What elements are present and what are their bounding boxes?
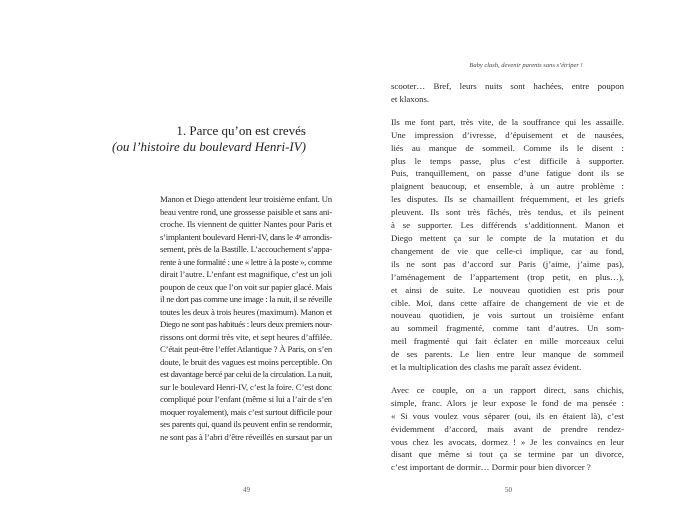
text-line: Diego ne sont pas habitués : leurs deux premiers nour-	[160, 319, 332, 329]
text-line: meil fragmenté qui fait éclater en mille morceaux celui	[391, 336, 624, 347]
text-line: poupon de ceux que l’on voit sur papier glacé. Mais	[160, 281, 332, 292]
page-number: 50	[505, 486, 512, 494]
paragraph	[391, 80, 624, 106]
text-line: il ne dort pas comme une image : la nuit, il se réveille	[160, 294, 332, 304]
text-line: C’était peut-être l’effet Atlantique ? À Paris, on s’en	[160, 344, 332, 354]
text-line: rente à une formalité : une « lettre à la poste », comme	[160, 256, 332, 267]
text-line: au sommeil fragmenté, comme tant d’autres. Un som-	[391, 323, 624, 334]
text-line: liés au manque de sommeil. Comme ils le disent :	[391, 142, 624, 153]
text-line: et la multiplication des clashs me paraît assez évident.	[391, 362, 582, 373]
text-line: sement, près de la Bastille. L’accouchement s’appa-	[160, 244, 332, 254]
text-line: ses parents qui, quand ils peuvent enfin se rendormir,	[160, 419, 332, 429]
text-line: Puis, tranquillement, on passe d’une fatigue dont ils se	[391, 168, 624, 179]
text-line: les disputes. Ils se chamaillent fréquemment, et les griefs	[391, 194, 624, 205]
text-line: simple, franc. Alors je leur expose le fond de ma pensée :	[391, 397, 624, 408]
text-line: moquer royalement), mais c’est surtout difficile pour	[160, 406, 332, 417]
body-text	[160, 193, 332, 443]
text-line: c’est important de dormir… Dormir pour bien divorcer ?	[391, 462, 591, 473]
text-line: changement de vie que celle-ci implique, car au fond,	[391, 245, 624, 256]
text-line: scooter… Bref, leurs nuits sont hachées, entre poupon	[391, 81, 624, 91]
text-line: est davantage bercé par celui de la circulation. La nuit,	[160, 369, 332, 379]
text-line: sur le boulevard Henri-IV, c’est la foire. C’est donc	[160, 381, 332, 392]
text-line: toutes les deux à trois heures (maximum). Manon et	[160, 306, 332, 317]
text-line: et ainsi de suite. Le nouveau quotidien est pris pour	[391, 284, 624, 295]
text-line: nouveau quotidien, je vois surtout un troisième enfant	[391, 310, 624, 321]
chapter-title: 1. Parce qu’on est crevés	[176, 123, 306, 138]
body-text	[391, 80, 624, 484]
paragraph	[391, 384, 624, 474]
text-line: plus le temps passe, plus c’est difficile à supporter.	[391, 155, 624, 166]
text-line: doute, le bruit des vagues est moins perceptible. On	[160, 356, 332, 367]
chapter-subtitle: (ou l’histoire du boulevard Henri-IV)	[112, 139, 306, 154]
running-header: Baby clash, devenir parents sans s’étriper !	[469, 62, 583, 69]
text-line: pleuvent. Ils sont très fâchés, très tendus, et ils peinent	[391, 207, 624, 218]
page-number: 49	[243, 486, 250, 494]
text-line: ne sont pas à l’abri d’être réveillés en sursaut par un	[160, 431, 332, 442]
text-line: compliqué pour l’enfant (même si lui a l’air de s’en	[160, 394, 332, 404]
text-line: rissons ont dormi très vite, et sept heures d’affilée.	[160, 331, 332, 342]
text-line: disant que même si tout ça se termine par un divorce,	[391, 449, 624, 460]
text-line: vous chez les avocats, dormez ! » Je les convaincs en leur	[391, 436, 624, 447]
text-line: dirait l’autre. L’enfant est magnifique, c’est un joli	[160, 269, 332, 279]
text-line: s’implantent boulevard Henri-IV, dans le 4ᵉ arrondis-	[160, 231, 332, 242]
text-line: évidemment d’accord, mais avant de prendre rendez-	[391, 423, 624, 434]
text-line: l’aménagement de l’appartement (trop petit, en plus…),	[391, 271, 624, 282]
text-line: Manon et Diego attendent leur troisième enfant. Un	[160, 194, 332, 204]
text-line: Une impression d’ivresse, d’épuisement et de nausées,	[391, 129, 624, 140]
text-line: de ses parents. Le lien entre leur manque de sommeil	[391, 349, 624, 360]
text-line: Ils me font part, très vite, de la souffrance qui les assaille.	[391, 116, 624, 127]
text-line: à se supporter. Les différends s’additionnent. Manon et	[391, 220, 624, 231]
text-line: et klaxons.	[391, 93, 430, 104]
text-line: Avec ce couple, on a un rapport direct, sans chichis,	[391, 384, 624, 395]
text-line: Diego mettent ça sur le compte de la mutation et du	[391, 232, 624, 243]
text-line: beau ventre rond, une grossesse paisible et sans ani-	[160, 206, 332, 217]
text-line: croche. Ils viennent de quitter Nantes pour Paris et	[160, 219, 332, 229]
right-page	[350, 0, 700, 527]
text-line: ils ne sont pas d’accord sur Paris (j’aime, j’aime pas),	[391, 258, 624, 269]
text-line: cible. Moi, dans cette affaire de changement de vie et de	[391, 297, 624, 308]
paragraph	[391, 116, 624, 374]
text-line: plaignent beaucoup, et ensemble, à un autre problème :	[391, 181, 624, 192]
text-line: « Si vous voulez vous séparer (oui, ils en étaient là), c’est	[391, 410, 624, 421]
paragraph	[160, 193, 332, 443]
